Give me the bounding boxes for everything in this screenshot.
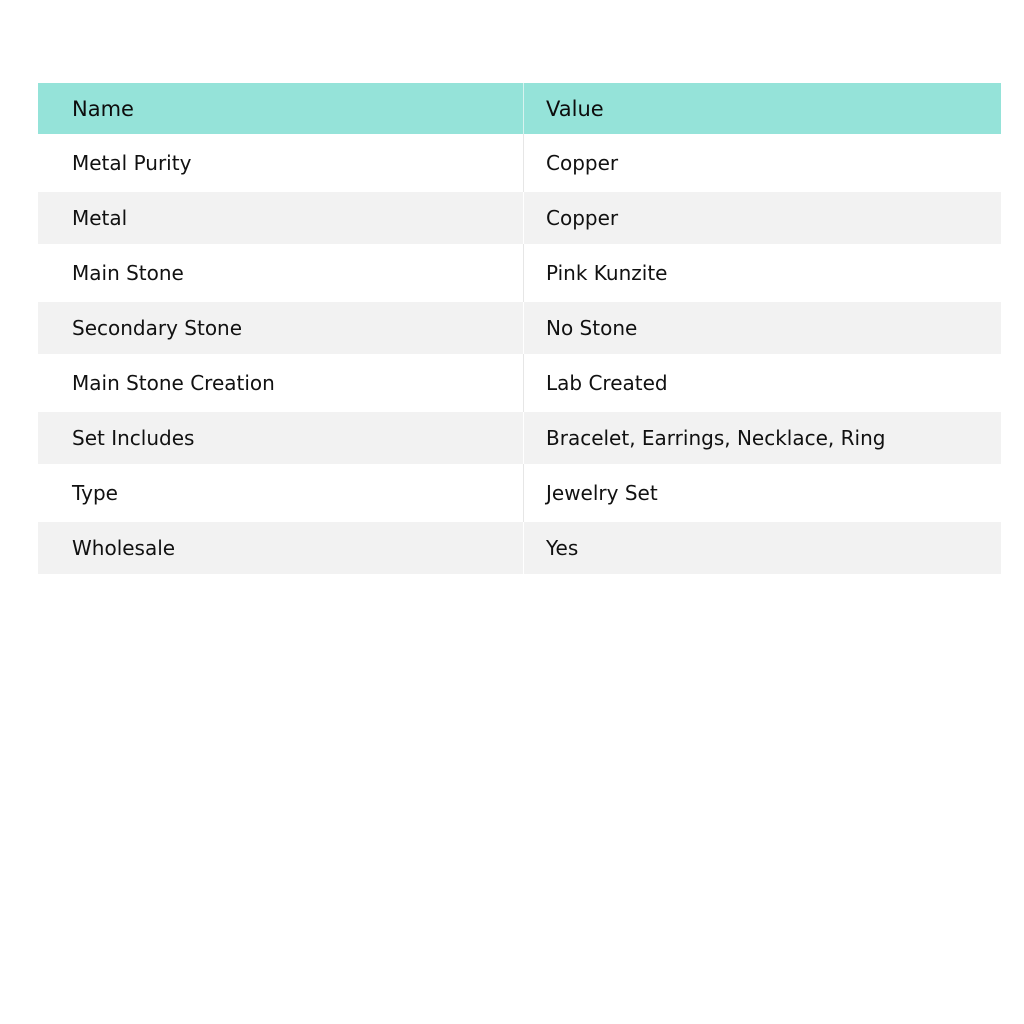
row-value-cell: Yes <box>546 536 579 560</box>
table-header-row <box>38 83 1001 134</box>
table-row <box>38 244 1001 302</box>
row-value-cell: Copper <box>546 206 619 230</box>
row-value-cell: Pink Kunzite <box>546 261 668 285</box>
row-value-cell: Bracelet, Earrings, Necklace, Ring <box>546 426 886 450</box>
row-name-cell: Set Includes <box>38 412 524 464</box>
column-header-value: Value <box>546 96 604 121</box>
row-name-cell: Main Stone Creation <box>38 354 524 412</box>
table-row <box>38 134 1001 192</box>
row-value-cell: No Stone <box>546 316 638 340</box>
table-row <box>38 412 1001 464</box>
specifications-table <box>38 83 1001 574</box>
row-value-cell: Jewelry Set <box>546 481 658 505</box>
row-name-cell: Type <box>38 464 524 522</box>
row-value-cell: Lab Created <box>546 371 668 395</box>
table-row <box>38 464 1001 522</box>
row-name-cell: Metal Purity <box>38 134 524 192</box>
table-row <box>38 192 1001 244</box>
column-header-name: Name <box>38 83 524 134</box>
row-name-cell: Metal <box>38 192 524 244</box>
row-value-cell: Copper <box>546 151 619 175</box>
table-row <box>38 302 1001 354</box>
table-row <box>38 522 1001 574</box>
row-name-cell: Wholesale <box>38 522 524 574</box>
row-name-cell: Secondary Stone <box>38 302 524 354</box>
table-row <box>38 354 1001 412</box>
row-name-cell: Main Stone <box>38 244 524 302</box>
